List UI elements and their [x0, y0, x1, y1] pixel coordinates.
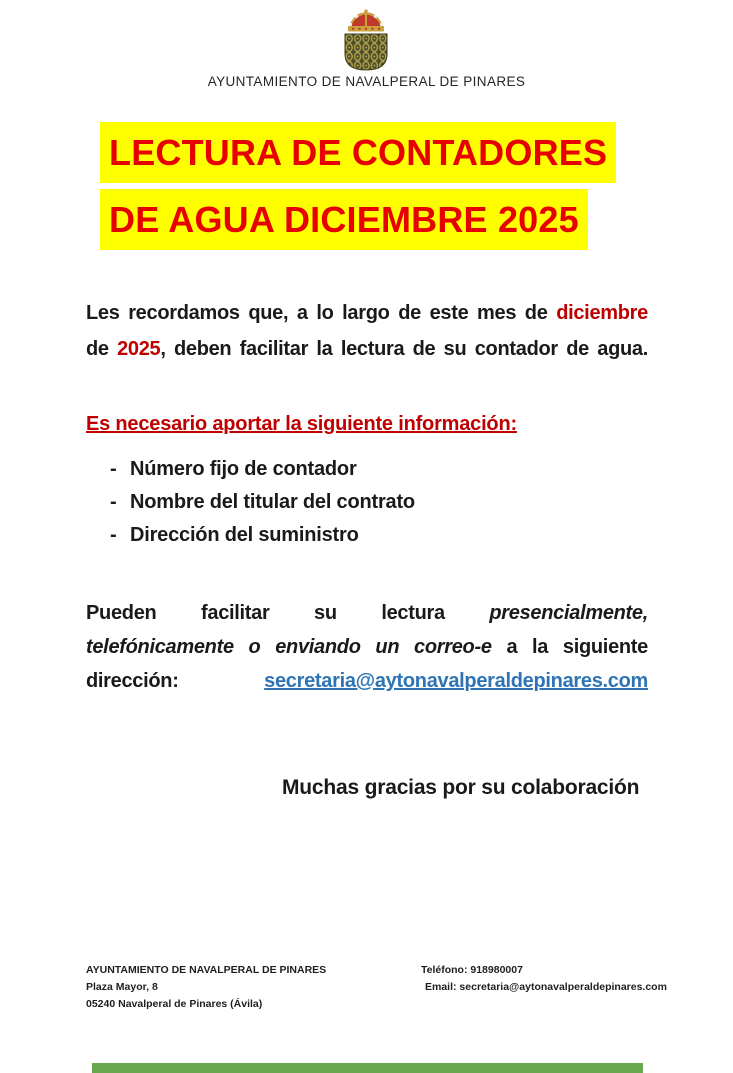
footer-street: Plaza Mayor, 8	[86, 981, 158, 993]
headline	[100, 122, 616, 256]
intro-line-1-text: Les recordamos que, a lo largo de este mes de	[86, 302, 548, 324]
contact-line-2-text: a la siguiente	[506, 636, 648, 658]
footer-phone: Teléfono: 918980007	[421, 964, 523, 976]
requirements-list	[110, 453, 415, 552]
intro-line-2-pre: de	[86, 338, 109, 360]
list-item-label: Nombre del titular del contrato	[130, 491, 415, 513]
footer-contact-block	[421, 962, 667, 996]
crown-icon	[348, 9, 384, 31]
contact-line-3	[86, 664, 648, 698]
contact-paragraph	[86, 596, 648, 698]
footer-org-name: AYUNTAMIENTO DE NAVALPERAL DE PINARES	[86, 964, 327, 976]
footer-address-block	[86, 962, 326, 1013]
contact-direction-label: dirección:	[86, 670, 179, 692]
contact-line-1	[86, 596, 648, 630]
intro-line-2-rest: , deben facilitar la lectura de su contador de agua.	[160, 338, 648, 360]
list-item	[110, 453, 415, 486]
dash-bullet: -	[110, 491, 117, 513]
thanks-line: Muchas gracias por su colaboración	[282, 776, 640, 799]
footer-email: Email: secretaria@aytonavalperaldepinares.com	[425, 981, 667, 993]
intro-line-1	[86, 295, 648, 331]
list-item	[110, 519, 415, 552]
footer-city: 05240 Navalperal de Pinares (Ávila)	[86, 998, 263, 1010]
intro-year-highlight: 2025	[117, 338, 161, 360]
requirements-heading: Es necesario aportar la siguiente información:	[86, 413, 517, 435]
contact-line-1-text: Pueden facilitar su lectura	[86, 602, 445, 624]
intro-line-2	[86, 331, 648, 367]
dash-bullet: -	[110, 458, 117, 480]
municipal-crest-icon	[338, 8, 394, 72]
contact-line-2	[86, 630, 648, 664]
intro-month-highlight: diciembre	[556, 302, 648, 324]
email-link[interactable]: secretaria@aytonavalperaldepinares.com	[264, 670, 648, 692]
contact-line-1-italic: presencialmente,	[489, 602, 648, 624]
list-item-label: Dirección del suministro	[130, 524, 359, 546]
dash-bullet: -	[110, 524, 117, 546]
list-item	[110, 486, 415, 519]
headline-line-1: LECTURA DE CONTADORES	[100, 122, 616, 183]
contact-line-2-italic: telefónicamente o enviando un correo-e	[86, 636, 492, 658]
shield-icon	[345, 34, 387, 70]
headline-line-2: DE AGUA DICIEMBRE 2025	[100, 189, 588, 250]
organization-name: AYUNTAMIENTO DE NAVALPERAL DE PINARES	[207, 74, 526, 89]
bottom-accent-bar	[92, 1063, 643, 1073]
intro-paragraph	[86, 295, 648, 367]
list-item-label: Número fijo de contador	[130, 458, 357, 480]
